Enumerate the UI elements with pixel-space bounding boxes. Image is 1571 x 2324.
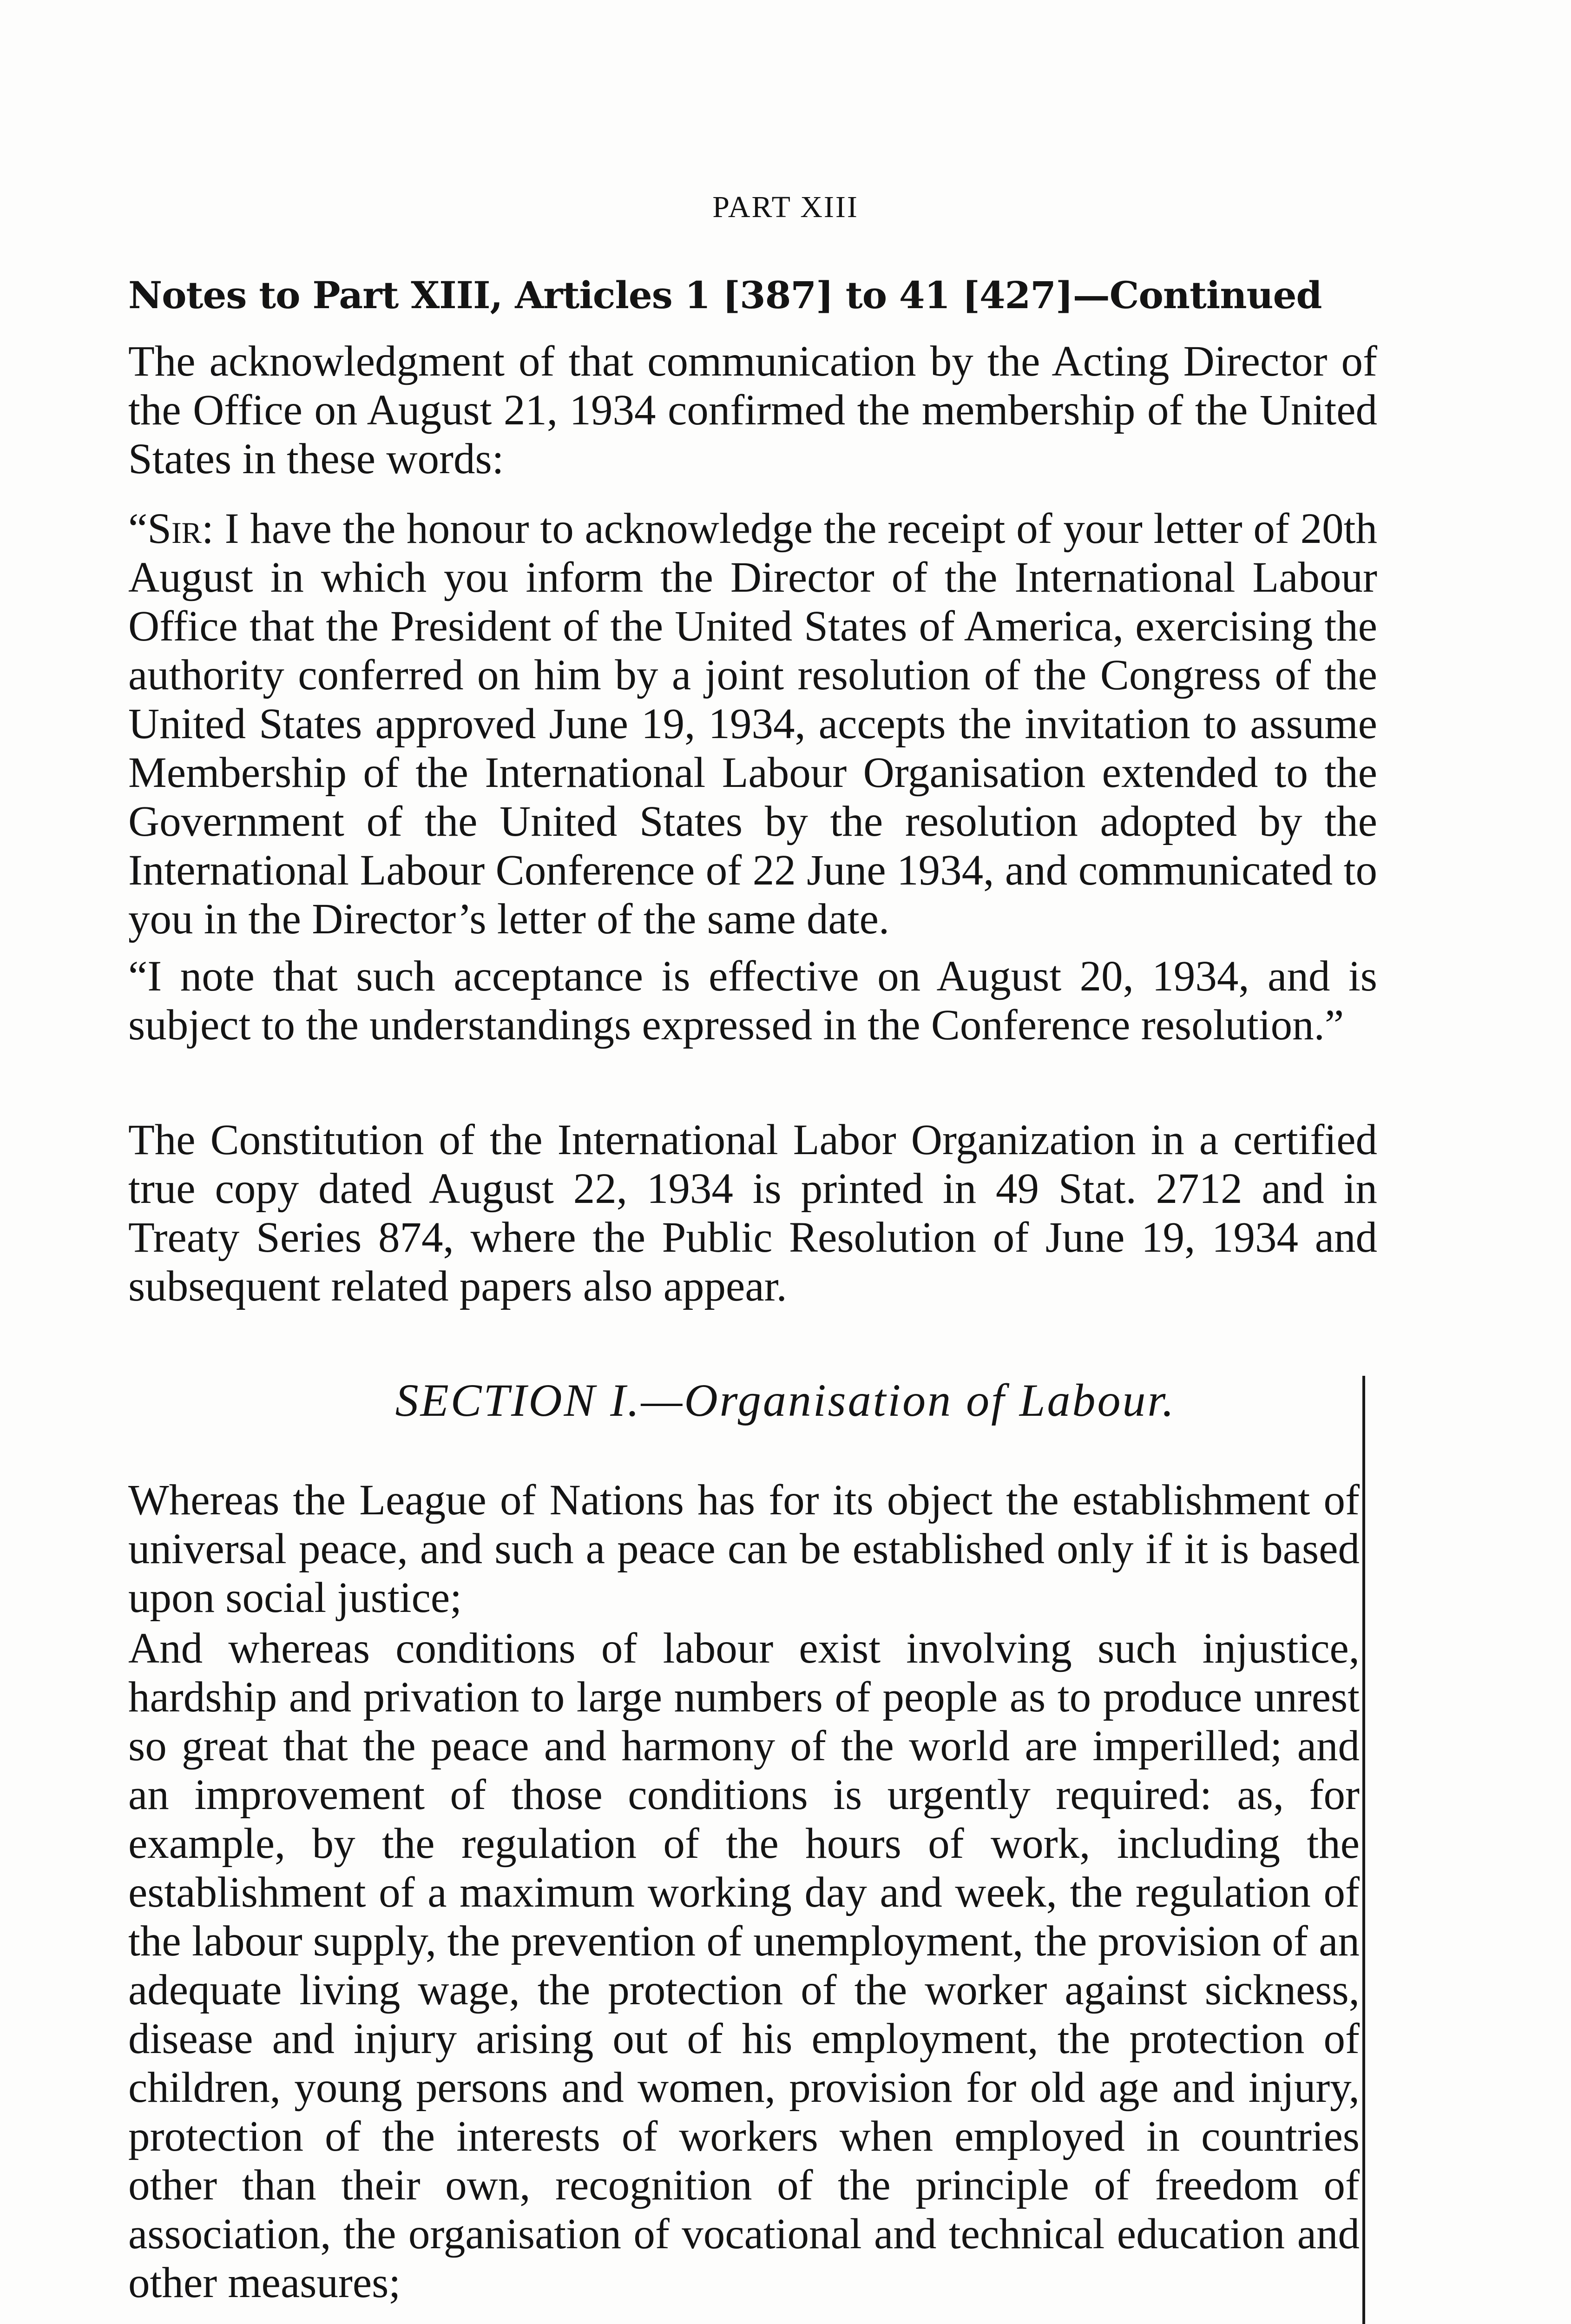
preamble-paragraph-2: And whereas conditions of labour exist involving such injustice, hardship and privation to large numbers of people as to produce unrest so great that the peace and harmony of the world are imperilled; and an improvement of those conditions is urgently required: as, for example, by the regulation of the hours of work, including the establishment of a maximum working day and week, the regulation of the labour supply, the prevention of unemployment, the provision of an adequate living wage, the protection of the worker against sickness, disease and injury arising out of his employment, the protection of children, young persons and women, provision for old age and injury, protection of the interests of workers when employed in countries other than their own, recognition of the principle of freedom of association, the organisation of vocational and technical education and other measures; [128,1624,1360,2307]
letter-paragraph-1 [128,504,1377,944]
letter-paragraph-2: “I note that such acceptance is effective on August 20, 1934, and is subject to the understandings expressed in the Conference resolution.” [128,952,1377,1049]
preamble [128,1476,1360,2307]
notes-paragraph-1: The acknowledgment of that communication by the Acting Director of the Office on August 21, 1934 confirmed the membership of the United States in these words: [128,337,1377,483]
running-head: PART XIII [712,190,859,224]
notes-paragraph-2: The Constitution of the International Labor Organization in a certified true copy dated August 22, 1934 is printed in 49 Stat. 2712 and in Treaty Series 874, where the Public Resolution of June 19, 1934 and subsequent related papers also appear. [128,1116,1377,1310]
preamble-paragraph-1: Whereas the League of Nations has for its object the establishment of universal peace, and such a peace can be established only if it is based upon social justice; [128,1476,1360,1622]
notes-heading: Notes to Part XIII, Articles 1 [387] to 41 [427]—Continued [128,273,1322,317]
section-title: SECTION I.—Organisation of Labour. [395,1374,1176,1426]
letter-salutation: “Sir: [128,505,214,553]
quoted-letter [128,504,1377,1050]
margin-rule [1362,1376,1365,2324]
letter-paragraph-1-text: I have the honour to acknowledge the receipt of your letter of 20th August in which you inform the Director of the International Labour Office that the President of the United States of America, exercising the authority conferred on him by a joint resolution of the Congress of the United States approved June 19, 1934, accepts the invitation to assume Membership of the International Labour Organisation extended to the Government of the United States by the resolution adopted by the International Labour Conference of 22 June 1934, and communicated to you in the Director’s letter of the same date. [128,505,1378,943]
